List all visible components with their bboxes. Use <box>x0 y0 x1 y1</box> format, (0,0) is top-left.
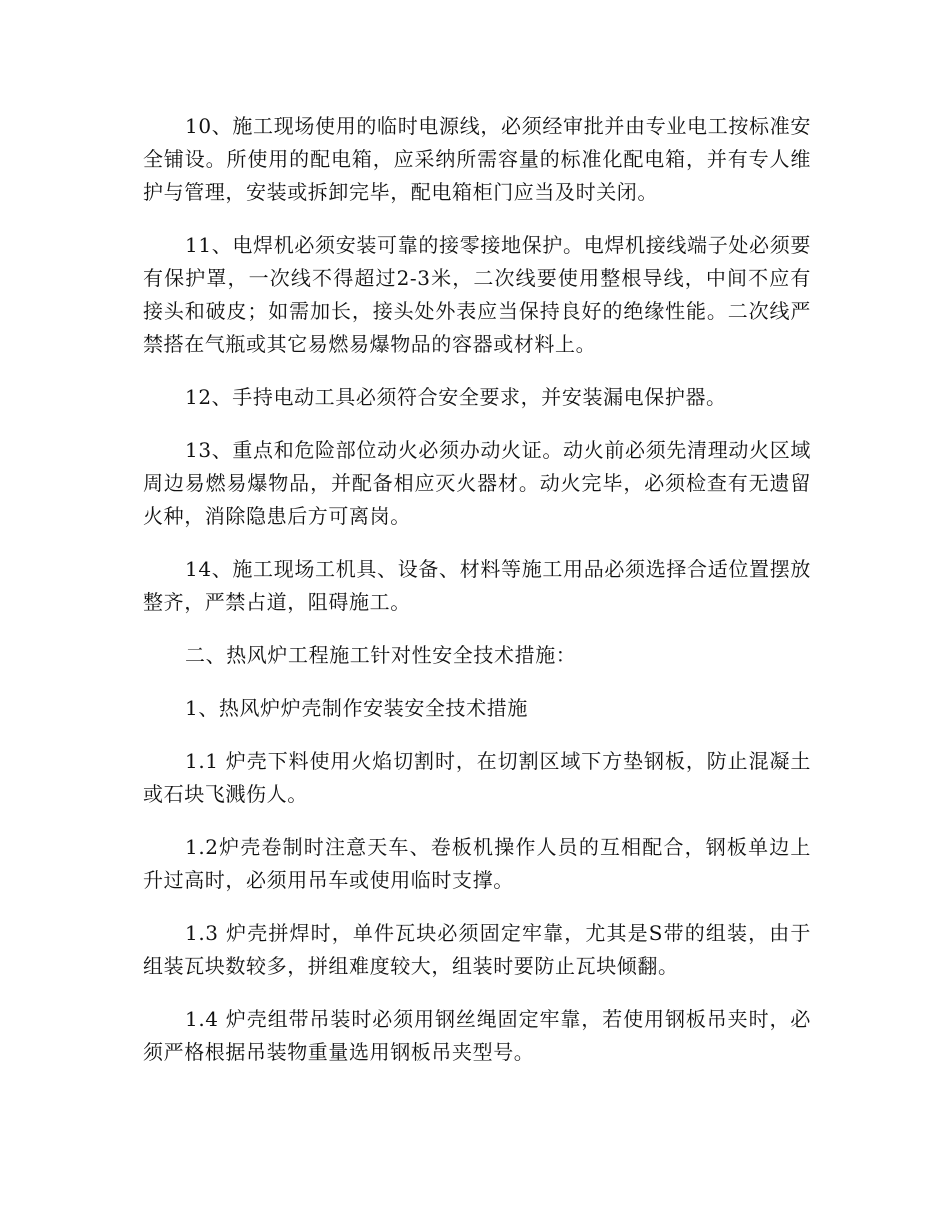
paragraph-item-13: 13、重点和危险部位动火必须办动火证。动火前必须先清理动火区域周边易燃易爆物品，并配备相应灭火器材。动火完毕，必须检查有无遗留火种，消除隐患后方可离岗。 <box>143 438 811 528</box>
paragraph-item-1-3: 1.3 炉壳拼焊时，单件瓦块必须固定牢靠，尤其是S带的组装，由于组装瓦块数较多，拼组难度较大，组装时要防止瓦块倾翻。 <box>143 921 811 978</box>
paragraph-item-1-2: 1.2炉壳卷制时注意天车、卷板机操作人员的互相配合，钢板单边上升过高时，必须用吊车或使用临时支撑。 <box>143 835 811 892</box>
section-heading-2: 二、热风炉工程施工针对性安全技术措施： <box>185 643 577 667</box>
paragraph-item-12: 12、手持电动工具必须符合安全要求，并安装漏电保护器。 <box>185 385 727 409</box>
paragraph-item-11: 11、电焊机必须安装可靠的接零接地保护。电焊机接线端子处必须要有保护罩，一次线不得超过2-3米，二次线要使用整根导线，中间不应有接头和破皮；如需加长，接头处外表应当保持良好的绝缘性能。二次线严禁搭在气瓶或其它易燃易爆物品的容器或材料上。 <box>143 233 811 356</box>
paragraph-item-14: 14、施工现场工机具、设备、材料等施工用品必须选择合适位置摆放整齐，严禁占道，阻碍施工。 <box>143 557 811 614</box>
paragraph-item-10: 10、施工现场使用的临时电源线，必须经审批并由专业电工按标准安全铺设。所使用的配电箱，应采纳所需容量的标准化配电箱，并有专人维护与管理，安装或拆卸完毕，配电箱柜门应当及时关闭。 <box>143 114 811 204</box>
paragraph-item-1-4: 1.4 炉壳组带吊装时必须用钢丝绳固定牢靠，若使用钢板吊夹时，必须严格根据吊装物重量选用钢板吊夹型号。 <box>143 1007 811 1064</box>
paragraph-item-1-1: 1.1 炉壳下料使用火焰切割时，在切割区域下方垫钢板，防止混凝土或石块飞溅伤人。 <box>143 749 811 806</box>
document-body <box>143 110 811 1089</box>
subsection-heading-1: 1、热风炉炉壳制作安装安全技术措施 <box>185 696 528 720</box>
